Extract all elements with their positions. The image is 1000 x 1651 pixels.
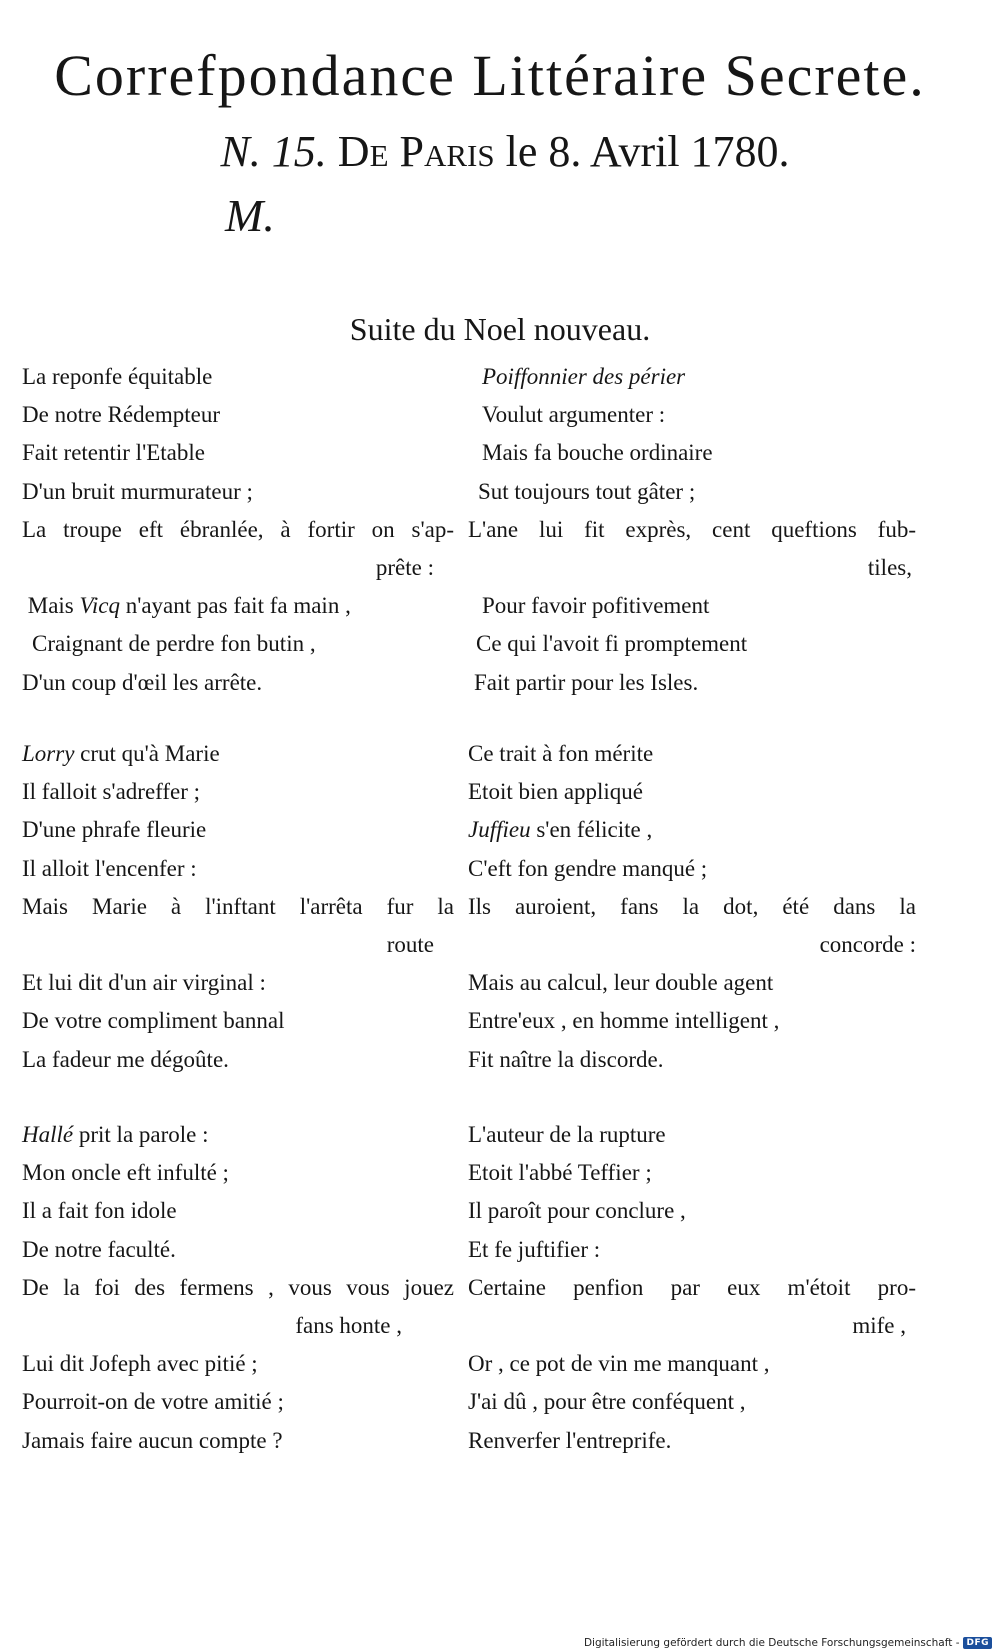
verse-continuation: concorde :: [819, 931, 916, 957]
verse-line: D'un bruit murmurateur ;: [22, 478, 253, 504]
verse-line: Renverfer l'entreprife.: [468, 1427, 672, 1453]
verse-line: Ce qui l'avoit fi promptement: [476, 631, 748, 657]
verse-line: Etoit l'abbé Teffier ;: [468, 1160, 652, 1186]
verse-line: Pour favoir pofitivement: [482, 593, 710, 619]
verse-line: Or , ce pot de vin me manquant ,: [468, 1351, 770, 1377]
verse-word: prit la parole :: [78, 1122, 209, 1147]
verse-word: Mais: [27, 593, 74, 619]
verse-line: La reponfe équitable: [22, 364, 213, 389]
verse-line: Et fe juftifier :: [468, 1236, 601, 1262]
left-stanza-2: [22, 735, 454, 1079]
person-name: Juffieu: [468, 817, 531, 843]
issue-place: De Paris: [337, 127, 495, 176]
verse-line: Entre'eux , en homme intelligent ,: [468, 1008, 780, 1034]
verse-line: Mais Marie à l'inftant l'arrêta fur la: [22, 893, 454, 919]
verse-line: Fit naître la discorde.: [468, 1046, 664, 1072]
verse-line: Mais fa bouche ordinaire: [482, 440, 713, 466]
verse-line: La fadeur me dégoûte.: [22, 1046, 229, 1072]
verse-line: La troupe eft ébranlée, à fortir on s'ap-: [22, 516, 454, 542]
verse-line: De votre compliment bannal: [22, 1008, 285, 1034]
right-stanza-2: [468, 735, 916, 1079]
verse-line: Poiffonnier des périer: [482, 364, 686, 389]
verse-line: Ce trait à fon mérite: [468, 741, 654, 766]
verse-line: Mon oncle eft infulté ;: [22, 1160, 229, 1186]
verse-continuation: mife ,: [852, 1312, 906, 1338]
issue-line: [125, 124, 885, 180]
verse-line: Fait partir pour les Isles.: [474, 669, 699, 695]
verse-continuation: prête :: [375, 554, 434, 580]
verse-continuation: tiles,: [867, 554, 912, 580]
verse-line: D'une phrafe fleurie: [22, 817, 207, 843]
verse-line: [22, 1116, 454, 1154]
verse-line: Etoit bien appliqué: [468, 779, 644, 805]
verse-line: De notre faculté.: [22, 1236, 176, 1262]
verse-line: De la foi des fermens , vous vous jouez: [22, 1274, 454, 1300]
verse-word: crut qu'à Marie: [80, 741, 220, 766]
left-stanza-3: [22, 1116, 454, 1460]
verse-line: Il falloit s'adreffer ;: [22, 779, 201, 805]
person-name: Lorry: [22, 741, 75, 766]
salutation: M.: [225, 190, 275, 241]
verse-line: L'ane lui fit exprès, cent queftions fub-: [468, 516, 916, 542]
verse-line: Craignant de perdre fon butin ,: [32, 631, 316, 657]
verse-line: Fait retentir l'Etable: [22, 440, 205, 466]
right-stanza-1: [468, 358, 916, 702]
verse-continuation: fans honte ,: [295, 1312, 402, 1338]
poem-subtitle: Suite du Noel nouveau.: [349, 311, 651, 347]
footer-credit: Digitalisierung gefördert durch die Deutsche Forschungsgemeinschaft -: [583, 1637, 960, 1649]
verse-line: Voulut argumenter :: [482, 402, 666, 428]
verse-line: Et lui dit d'un air virginal :: [22, 970, 266, 996]
person-name: Vicq: [79, 593, 120, 619]
verse-line: Il paroît pour conclure ,: [468, 1198, 686, 1224]
verse-line: [22, 735, 454, 773]
masthead-title: Correfpondance Littéraire Secrete.: [54, 43, 926, 108]
verse-continuation: route: [386, 931, 434, 957]
verse-line: Il a fait fon idole: [22, 1198, 177, 1224]
verse-line: Sut toujours tout gâter ;: [478, 478, 696, 504]
verse-line: De notre Rédempteur: [22, 402, 220, 428]
right-stanza-3: [468, 1116, 916, 1460]
issue-date: le 8. Avril 1780.: [505, 127, 790, 176]
verse-line: [22, 587, 454, 625]
verse-line: D'un coup d'œil les arrête.: [22, 669, 263, 695]
verse-word: s'en félicite ,: [536, 817, 653, 843]
digitization-footer: [584, 1637, 992, 1649]
verse-line: [468, 811, 916, 849]
issue-number: N. 15.: [220, 127, 327, 176]
verse-word: n'ayant pas fait fa main ,: [125, 593, 351, 619]
dfg-logo: DFG: [963, 1637, 992, 1649]
verse-line: Lui dit Jofeph avec pitié ;: [22, 1351, 258, 1377]
verse-line: J'ai dû , pour être conféquent ,: [468, 1389, 746, 1415]
verse-line: C'eft fon gendre manqué ;: [468, 855, 708, 881]
verse-line: Ils auroient, fans la dot, été dans la: [468, 893, 916, 919]
person-name: Hallé: [22, 1122, 74, 1147]
verse-line: Jamais faire aucun compte ?: [22, 1427, 283, 1453]
verse-line: Certaine penfion par eux m'étoit pro-: [468, 1274, 916, 1300]
verse-line: L'auteur de la rupture: [468, 1122, 666, 1147]
verse-line: Il alloit l'encenfer :: [22, 855, 197, 881]
left-stanza-1: [22, 358, 454, 702]
verse-line: Pourroit-on de votre amitié ;: [22, 1389, 284, 1415]
verse-line: Mais au calcul, leur double agent: [468, 970, 774, 996]
